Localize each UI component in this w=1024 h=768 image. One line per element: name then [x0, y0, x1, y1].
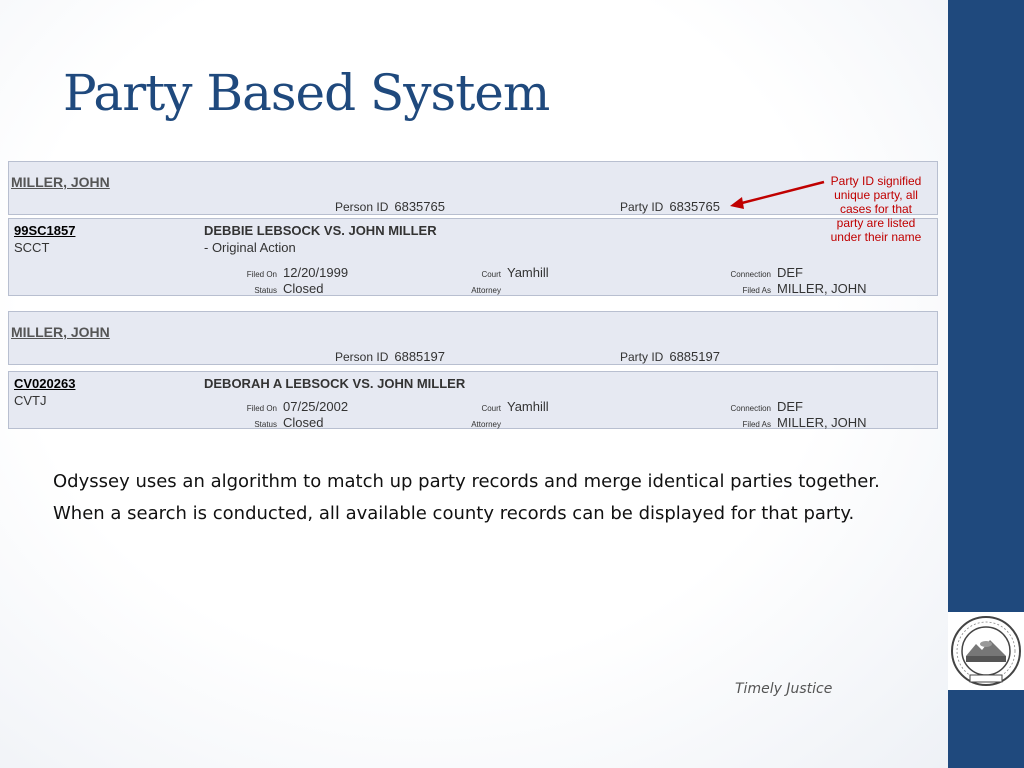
case-title: DEBBIE LEBSOCK VS. JOHN MILLER	[204, 223, 437, 238]
party-id-field	[620, 349, 720, 364]
party-id-value: 6885197	[669, 349, 720, 364]
attorney-label: Attorney	[471, 420, 501, 429]
case-number-link[interactable]: CV020263	[14, 376, 76, 391]
case-court-code: SCCT	[14, 240, 50, 255]
court-label: Court	[481, 270, 501, 279]
connection-label: Connection	[730, 404, 771, 413]
case-number-link[interactable]: 99SC1857	[14, 223, 76, 238]
person-id-field	[335, 199, 445, 214]
annotation-line: Party ID signified	[830, 174, 922, 188]
person-id-label: Person ID	[335, 350, 389, 364]
connection-value: DEF	[777, 399, 803, 414]
status-label: Status	[254, 286, 277, 295]
party-header	[8, 311, 938, 365]
party-id-label: Party ID	[620, 350, 664, 364]
connection-value: DEF	[777, 265, 803, 280]
attorney-field	[465, 415, 507, 430]
court-value: Yamhill	[507, 265, 549, 280]
party-name-link[interactable]: MILLER, JOHN	[11, 324, 110, 340]
status-label: Status	[254, 420, 277, 429]
status-field	[241, 281, 323, 296]
court-value: Yamhill	[507, 399, 549, 414]
court-label: Court	[481, 404, 501, 413]
filed-as-label: Filed As	[742, 286, 771, 295]
filed-on-label: Filed On	[246, 270, 277, 279]
filed-on-field	[241, 265, 348, 280]
status-value: Closed	[283, 415, 324, 430]
filed-on-value: 07/25/2002	[283, 399, 349, 414]
connection-field	[703, 265, 803, 280]
annotation-arrow-icon	[728, 176, 828, 212]
person-id-value: 6885197	[394, 349, 445, 364]
attorney-field	[465, 281, 507, 296]
party-name-link[interactable]: MILLER, JOHN	[11, 174, 110, 190]
person-id-value: 6835765	[394, 199, 445, 214]
person-id-label: Person ID	[335, 200, 389, 214]
case-row	[8, 218, 938, 296]
court-field	[465, 399, 549, 414]
description-paragraph: Odyssey uses an algorithm to match up party records and merge identical parties together. When a search is conducted, all available county records can be displayed for that party.	[53, 471, 880, 524]
annotation-line: cases for that	[839, 202, 913, 216]
party-id-annotation	[822, 174, 930, 244]
case-court-code: CVTJ	[14, 393, 47, 408]
filed-on-value: 12/20/1999	[283, 265, 349, 280]
court-field	[465, 265, 549, 280]
case-subtitle: - Original Action	[204, 240, 296, 255]
filed-on-field	[241, 399, 348, 414]
party-id-value: 6835765	[669, 199, 720, 214]
annotation-line: unique party, all	[834, 188, 918, 202]
case-title: DEBORAH A LEBSOCK VS. JOHN MILLER	[204, 376, 466, 391]
connection-field	[703, 399, 803, 414]
seal-container	[948, 612, 1024, 690]
footer-tagline: Timely Justice	[735, 681, 833, 697]
person-id-field	[335, 349, 445, 364]
filed-as-field	[703, 281, 867, 296]
filed-as-field	[703, 415, 867, 430]
status-value: Closed	[283, 281, 324, 296]
case-row	[8, 371, 938, 429]
filed-as-value: MILLER, JOHN	[777, 415, 867, 430]
filed-as-label: Filed As	[742, 420, 771, 429]
filed-as-value: MILLER, JOHN	[777, 281, 867, 296]
annotation-line: party are listed	[836, 216, 916, 230]
attorney-label: Attorney	[471, 286, 501, 295]
annotation-line: under their name	[830, 230, 922, 244]
party-id-field	[620, 199, 720, 214]
court-seal-icon	[948, 612, 1024, 690]
slide-title: Party Based System	[63, 64, 550, 122]
status-field	[241, 415, 323, 430]
filed-on-label: Filed On	[246, 404, 277, 413]
party-id-label: Party ID	[620, 200, 664, 214]
connection-label: Connection	[730, 270, 771, 279]
